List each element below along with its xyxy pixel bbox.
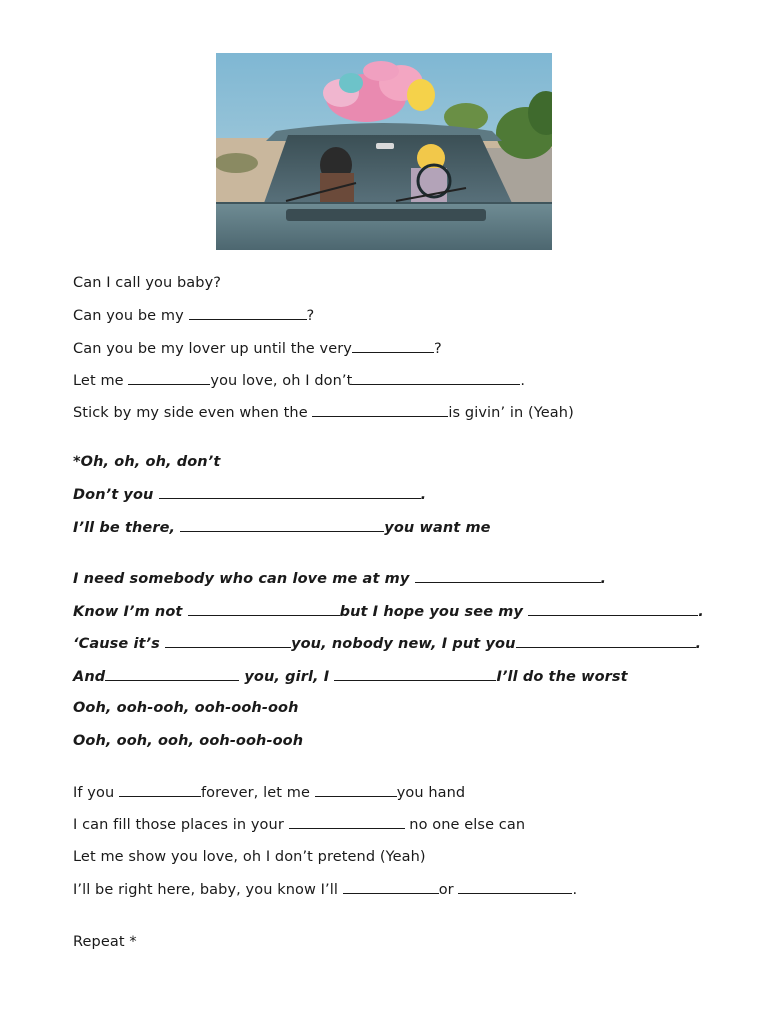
lyric-text: *Oh, oh, oh, don’t: [73, 454, 221, 470]
fill-in-blank: [315, 783, 397, 797]
fill-in-blank: [159, 485, 421, 499]
chorus-line: [73, 667, 628, 686]
lyric-line: [73, 306, 314, 325]
lyric-text: you want me: [384, 520, 491, 536]
lyric-text: I’ll do the worst: [496, 669, 628, 685]
lyric-line: [73, 371, 525, 390]
lyric-text: .: [698, 604, 704, 620]
chorus-line: [73, 453, 220, 471]
fill-in-blank: [165, 634, 291, 648]
lyric-text: .: [420, 487, 427, 503]
lyric-line: [73, 848, 426, 866]
chorus-line: [73, 485, 426, 504]
lyric-text: Ooh, ooh-ooh, ooh-ooh-ooh: [73, 700, 299, 716]
lyric-text: Ooh, ooh, ooh, ooh-ooh-ooh: [73, 733, 304, 749]
car-photo-illustration: [216, 53, 552, 250]
lyric-text: Can you be my: [73, 308, 189, 324]
fill-in-blank: [343, 880, 439, 894]
fill-in-blank: [189, 306, 307, 320]
lyric-text: Let me show you love, oh I don’t pretend (Yeah): [73, 849, 426, 865]
fill-in-blank: [289, 815, 405, 829]
lyric-text: no one else can: [404, 817, 526, 833]
lyric-text: I can fill those places in your: [73, 817, 289, 833]
fill-in-blank: [516, 634, 696, 648]
chorus-line: [73, 699, 299, 717]
fill-in-blank: [119, 783, 201, 797]
repeat-instruction: [73, 933, 137, 951]
fill-in-blank: [458, 880, 572, 894]
fill-in-blank: [352, 339, 434, 353]
lyric-text: you hand: [396, 785, 466, 801]
fill-in-blank: [180, 518, 384, 532]
lyric-text: .: [572, 882, 578, 898]
lyric-text: I’ll be right here, baby, you know I’ll: [73, 882, 343, 898]
lyric-text: .: [695, 636, 702, 652]
fill-in-blank: [352, 371, 520, 385]
lyric-text: is givin’ in (Yeah): [448, 405, 574, 421]
chorus-line: [73, 602, 704, 621]
lyric-text: ?: [306, 308, 315, 324]
lyric-line: [73, 783, 465, 802]
lyric-text: .: [520, 373, 526, 389]
lyric-text: ?: [433, 341, 442, 357]
lyric-text: .: [600, 571, 607, 587]
lyric-text: Repeat *: [73, 934, 137, 950]
fill-in-blank: [334, 667, 496, 681]
chorus-line: [73, 518, 491, 537]
fill-in-blank: [188, 602, 340, 616]
lyric-text: you, girl, I: [239, 669, 335, 685]
fill-in-blank: [105, 667, 239, 681]
lyric-text: you, nobody new, I put you: [291, 636, 516, 652]
song-photo: [216, 53, 552, 250]
lyric-text: ‘Cause it’s: [73, 636, 166, 652]
chorus-line: [73, 569, 606, 588]
lyric-text: I’ll be there,: [73, 520, 181, 536]
fill-in-blank: [312, 403, 448, 417]
lyric-text: Know I’m not: [73, 604, 188, 620]
lyric-text: Let me: [73, 373, 129, 389]
lyric-text: I need somebody who can love me at my: [73, 571, 415, 587]
lyric-line: [73, 339, 442, 358]
fill-in-blank: [415, 569, 601, 583]
lyric-text: or: [438, 882, 459, 898]
lyric-text: Stick by my side even when the: [73, 405, 313, 421]
lyric-text: Can I call you baby?: [73, 275, 222, 291]
lyric-line: [73, 880, 577, 899]
lyric-text: Don’t you: [73, 487, 159, 503]
lyric-text: And: [73, 669, 106, 685]
lyric-line: [73, 403, 574, 422]
lyric-text: but I hope you see my: [339, 604, 529, 620]
lyric-text: you love, oh I don’t: [210, 373, 353, 389]
fill-in-blank: [128, 371, 210, 385]
fill-in-blank: [528, 602, 698, 616]
lyric-text: If you: [73, 785, 119, 801]
lyric-text: forever, let me: [200, 785, 315, 801]
lyric-line: [73, 274, 221, 292]
lyric-line: [73, 815, 525, 834]
lyric-text: Can you be my lover up until the very: [73, 341, 352, 357]
chorus-line: [73, 634, 701, 653]
chorus-line: [73, 732, 303, 750]
